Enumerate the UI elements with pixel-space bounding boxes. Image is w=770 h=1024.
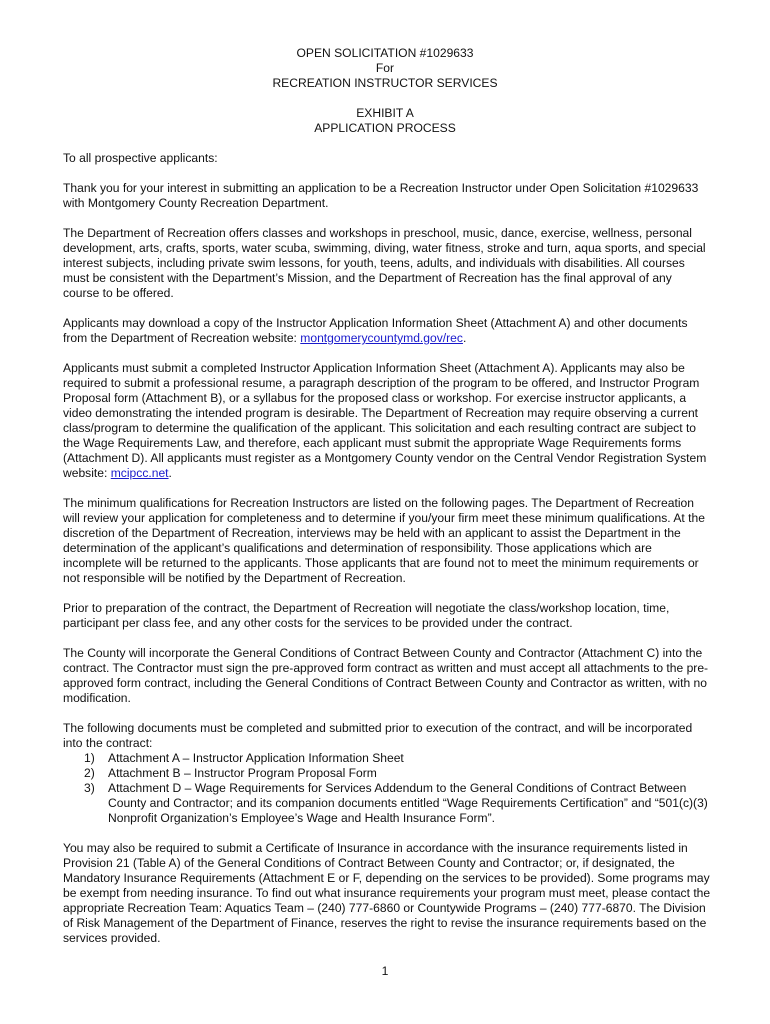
page-number: 1 [381, 964, 389, 978]
required-documents-list [63, 751, 711, 826]
paragraph-general-conditions: The County will incorporate the General Conditions of Contract Between County and Contractor (Attachment C) into the contract. The Contractor must sign the pre-approved form contract as written and must accept all attachments to the pre-approved form contract, including the General Conditions of Contract Between County and Contractor as written, with no modification. [63, 646, 709, 705]
header-for: For [375, 61, 395, 75]
salutation: To all prospective applicants: [63, 151, 218, 165]
paragraph-submission: Applicants must submit a completed Instructor Application Information Sheet (Attachment A). Applicants may also be required to submit a professional resume, a paragraph description of the program to be offered, and Instructor Program Proposal form (Attachment B), or a syllabus for the proposed class or workshop. For exercise instructor applicants, a video demonstrating the intended program is desirable. The Department of Recreation may require observing a current class/program to determine the qualification of the applicant. This solicitation and each resulting contract are subject to the Wage Requirements Law, and therefore, each applicant must submit the appropriate Wage Requirements forms (Attachment D). All applicants must register as a Montgomery County vendor on the Central Vendor Registration System website: mcipcc.net. [63, 361, 707, 480]
paragraph-intro: Thank you for your interest in submitting an application to be a Recreation Instructor under Open Solicitation #1029633 with Montgomery County Recreation Department. [63, 181, 699, 210]
document-body [63, 151, 711, 961]
paragraph-contract-prep: Prior to preparation of the contract, the Department of Recreation will negotiate the class/workshop location, time, participant per class fee, and any other costs for the services to be provided under the contract. [63, 601, 670, 630]
document-header [0, 46, 770, 136]
paragraph-insurance: You may also be required to submit a Certificate of Insurance in accordance with the insurance requirements listed in Provision 21 (Table A) of the General Conditions of Contract Between County and Contractor; or, if designated, the Mandatory Insurance Requirements (Attachment E or F, depending on the services to be provided). Some programs may be exempt from needing insurance. To find out what insurance requirements your program must meet, please contact the appropriate Recreation Team: Aquatics Team – (240) 777-6860 or Countywide Programs – (240) 777-6870. The Division of Risk Management of the Department of Finance, reserves the right to revise the insurance requirements based on the services provided. [63, 841, 711, 945]
paragraph-qualifications: The minimum qualifications for Recreation Instructors are listed on the following pages. The Department of Recreation will review your application for completeness and to determine if you/your firm meet these minimum qualifications. At the discretion of the Department of Recreation, interviews may be held with an applicant to assist the Department in the determination of the applicant’s qualifications and determination of responsibility. Those applications which are incomplete will be returned to the applicants. Those applicants that are found not to meet the minimum requirements or not responsible will be notified by the Department of Recreation. [63, 496, 705, 585]
paragraph-required-docs: The following documents must be completed and submitted prior to execution of the contract, and will be incorporated into the contract: [63, 721, 693, 750]
list-item: 2) Attachment B – Instructor Program Proposal Form [84, 766, 377, 780]
paragraph-download: Applicants may download a copy of the Instructor Application Information Sheet (Attachment A) and other documents from the Department of Recreation website: montgomerycountymd.gov/rec. [63, 316, 688, 345]
recreation-website-link[interactable]: montgomerycountymd.gov/rec [300, 331, 463, 345]
list-item: 1) Attachment A – Instructor Application Information Sheet [84, 751, 404, 765]
paragraph-submission-text: Applicants must submit a completed Instructor Application Information Sheet (Attachment A). Applicants may also be required to submit a professional resume, a paragraph description of the program to be offered, and Instructor Program Proposal form (Attachment B), or a syllabus for the proposed class or workshop. For exercise instructor applicants, a video demonstrating the intended program is desirable. The Department of Recreation may require observing a current class/program to determine the qualification of the applicant. This solicitation and each resulting contract are subject to the Wage Requirements Law, and therefore, each applicant must submit the appropriate Wage Requirements forms (Attachment D). All applicants must register as a Montgomery County vendor on the Central Vendor Registration System website: [63, 361, 707, 480]
exhibit-label: EXHIBIT A [356, 106, 414, 120]
services-title: RECREATION INSTRUCTOR SERVICES [272, 76, 498, 90]
paragraph-offerings: The Department of Recreation offers classes and workshops in preschool, music, dance, exercise, wellness, personal development, arts, crafts, sports, water scuba, swimming, diving, water fitness, stroke and turn, aqua sports, and special interest subjects, including private swim lessons, for youth, teens, adults, and individuals with disabilities. All courses must be consistent with the Department’s Mission, and the Department of Recreation has the final approval of any course to be offered. [63, 226, 706, 300]
exhibit-title: APPLICATION PROCESS [314, 121, 456, 135]
list-item: 3) Attachment D – Wage Requirements for Services Addendum to the General Conditions of Contract Between County and Contractor; and its companion documents entitled “Wage Requirements Certification” and “501(c)(3) Nonprofit Organization’s Employee’s Wage and Health Insurance Form”. [84, 781, 708, 825]
solicitation-number: OPEN SOLICITATION #1029633 [296, 46, 474, 60]
vendor-registration-link[interactable]: mcipcc.net [110, 466, 169, 480]
paragraph-download-text: Applicants may download a copy of the Instructor Application Information Sheet (Attachment A) and other documents from the Department of Recreation website: [63, 316, 688, 345]
